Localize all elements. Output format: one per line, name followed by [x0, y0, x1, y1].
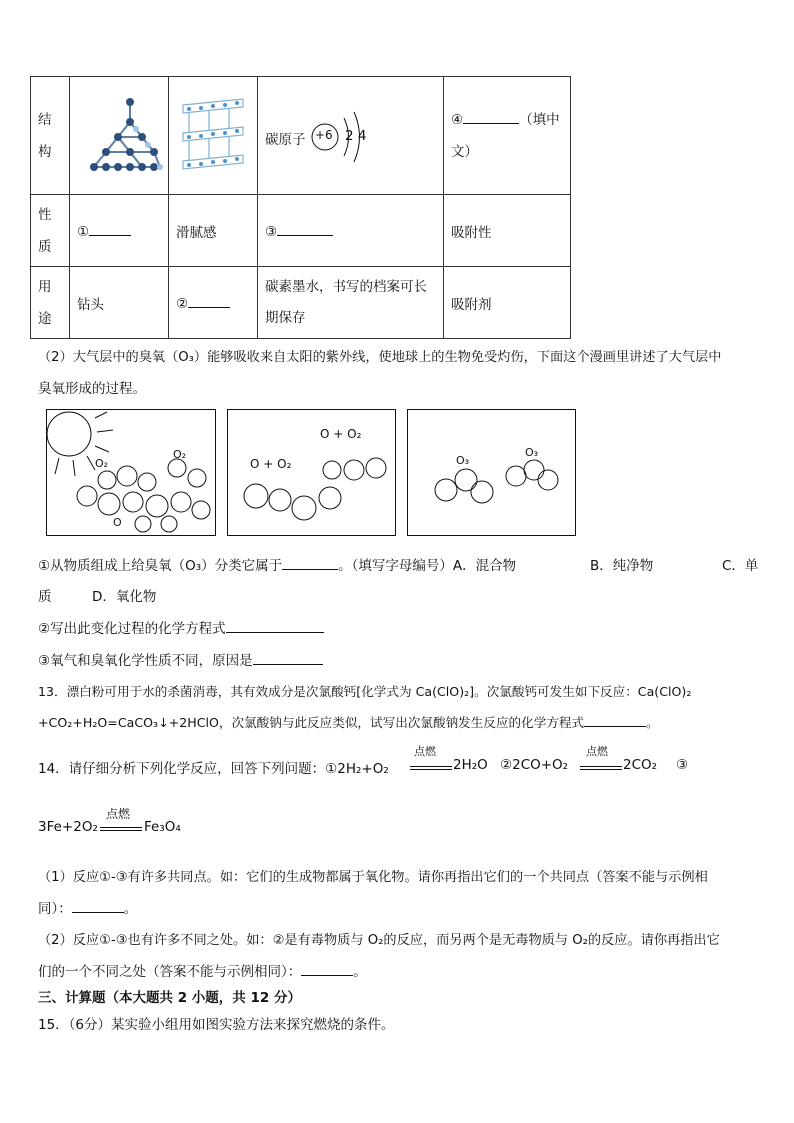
carbon-atom-label: 碳原子 [265, 131, 306, 148]
graphite-structure-cell [169, 77, 258, 195]
oxygen-reaction-cartoon [228, 410, 395, 535]
reaction-arrow-3 [100, 827, 142, 831]
nucleus-charge: +6 [315, 127, 333, 142]
q2-sub3: ③氧气和臭氧化学性质不同，原因是 [38, 649, 323, 669]
answer-blank-equation[interactable] [226, 618, 324, 633]
q14-sub1-line2: 同）： 。 [38, 897, 137, 917]
diamond-lattice-image [70, 77, 168, 190]
row3-col4-cell: 吸附剂 [444, 267, 571, 339]
reaction-arrow-2 [580, 766, 622, 770]
carbon-properties-table [30, 76, 571, 339]
row1-col4-cell: ④ （填中 文） [444, 77, 571, 195]
graphite-layers-image [169, 77, 257, 190]
electron-shells: 2 4 [345, 127, 367, 144]
row2-col3-cell: ③ [258, 195, 444, 267]
answer-blank-2[interactable] [188, 293, 230, 308]
answer-blank-reason[interactable] [253, 650, 323, 665]
reaction-arrow-1 [410, 766, 452, 770]
answer-blank-3[interactable] [277, 221, 333, 236]
q14-sub1-line1: （1）反应①-③有许多共同点。如：它们的生成物都属于氧化物。请你再指出它们的一个共同点（答案不能与示例相 [38, 870, 708, 885]
row2-col1-cell: ① [70, 195, 169, 267]
answer-blank-difference[interactable] [301, 961, 353, 976]
row-label-structure: 结构 [31, 77, 70, 195]
row2-col2-cell: 滑腻感 [169, 195, 258, 267]
section-heading: 三、计算题（本大题共 2 小题，共 12 分） [38, 990, 301, 1006]
answer-blank-hypochlorite[interactable] [584, 712, 646, 727]
cartoon-panel-3: O₃ O₃ [407, 409, 576, 536]
answer-blank-common[interactable] [72, 898, 124, 913]
row3-col3-cell: 碳素墨水，书写的档案可长 期保存 [258, 267, 444, 339]
q2-sub1-line1: ①从物质组成上给臭氧（O₃）分类它属于 。（填写字母编号）A．混合物 [38, 554, 516, 574]
row2-col4-cell: 吸附性 [444, 195, 571, 267]
q14-sub2-line2: 们的一个不同之处（答案不能与示例相同）： 。 [38, 960, 367, 980]
row3-col2-cell: ② [169, 267, 258, 339]
q13-line1: 13．漂白粉可用于水的杀菌消毒，其有效成分是次氯酸钙[化学式为 Ca(ClO)₂]。次氯酸钙可发生如下反应：Ca(ClO)₂ [38, 684, 692, 699]
q2-sub2: ②写出此变化过程的化学方程式 [38, 617, 324, 637]
cartoon-panel-2: O + O₂ O + O₂ [227, 409, 396, 536]
q14-sub2-line1: （2）反应①-③也有许多不同之处。如：②是有毒物质与 O₂的反应，而另两个是无毒物质与 O₂的反应。请你再指出它 [38, 933, 720, 948]
row-label-property: 性质 [31, 195, 70, 267]
sun-cartoon-image [47, 410, 215, 535]
q2-text-line1: （2）大气层中的臭氧（O₃）能够吸收来自太阳的紫外线，使地球上的生物免受灼伤，下面这个漫画里讲述了大气层中 [38, 350, 722, 365]
q14-intro: 14．请仔细分析下列化学反应，回答下列问题：①2H₂+O₂ [38, 761, 389, 777]
row3-col1-cell: 钻头 [70, 267, 169, 339]
answer-blank-1[interactable] [89, 221, 131, 236]
ozone-cartoon [408, 410, 575, 535]
cartoon-panel-1: O₂ O₂ O [46, 409, 216, 536]
answer-blank-4[interactable] [463, 109, 519, 124]
q13-line2: +CO₂+H₂O=CaCO₃↓+2HClO，次氯酸钠与此反应类似，试写出次氯酸钠发生反应的化学方程式 。 [38, 712, 659, 731]
q2-text-line2: 臭氧形成的过程。 [38, 381, 146, 397]
q2-sub1-line2: 质 D．氧化物 [38, 589, 157, 605]
answer-blank-ozone-class[interactable] [282, 555, 338, 570]
diamond-structure-cell [70, 77, 169, 195]
row-label-use: 用途 [31, 267, 70, 339]
q15-text: 15．（6分）某实验小组用如图实验方法来探究燃烧的条件。 [38, 1017, 395, 1033]
carbon-atom-cell [258, 77, 444, 195]
